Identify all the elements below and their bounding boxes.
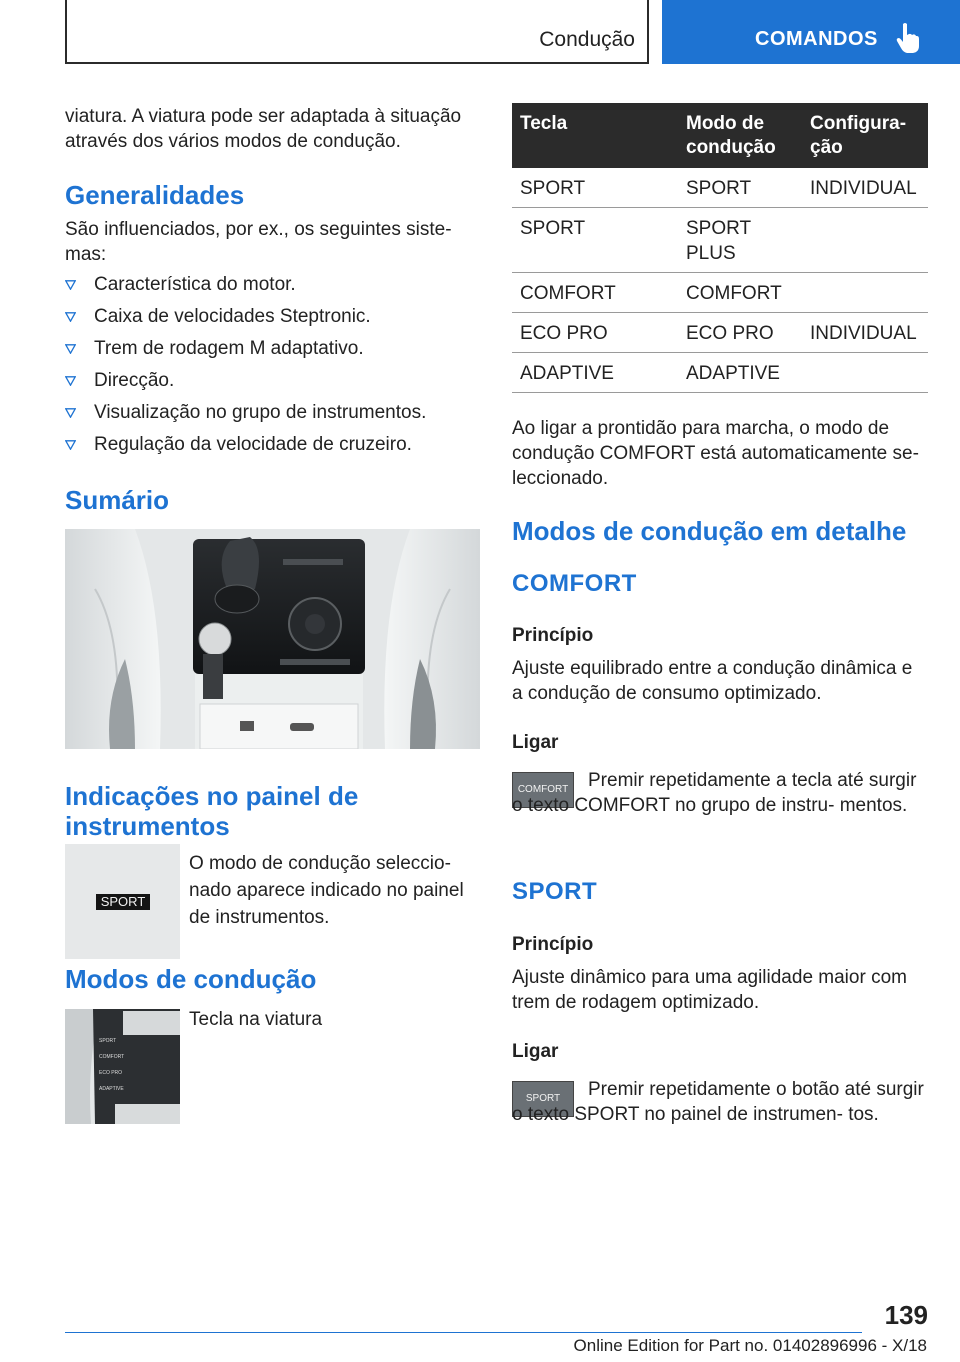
table-cell: COMFORT bbox=[512, 273, 678, 313]
heading-comfort: COMFORT bbox=[512, 570, 637, 597]
systems-list bbox=[65, 272, 475, 464]
sport-display-image bbox=[65, 844, 180, 959]
heading-modos: Modos de condução bbox=[65, 964, 317, 994]
intro-paragraph: viatura. A viatura pode ser adaptada à situação através dos vários modos de condução. bbox=[65, 106, 462, 152]
header-chapter-box bbox=[65, 0, 649, 64]
heading-detail: Modos de condução em detalhe bbox=[512, 516, 907, 546]
mode-keys-image bbox=[65, 1009, 180, 1124]
heading-sumario: Sumário bbox=[65, 485, 170, 515]
comfort-principle-text: Ajuste equilibrado entre a condução dinâmica e a condução de consumo optimizado. bbox=[512, 658, 913, 704]
sport-on-text: Premir repetidamente o botão até surgir o texto SPORT no painel de instrumen‐ tos. bbox=[512, 1079, 924, 1125]
table-cell: SPORT PLUS bbox=[678, 208, 802, 273]
center-console-image bbox=[65, 529, 480, 749]
sport-key-image: SPORT bbox=[512, 1081, 574, 1117]
after-table-paragraph: Ao ligar a prontidão para marcha, o modo de condução COMFORT está automaticamente se‐ leccionado. bbox=[512, 418, 919, 489]
triangle-bullet-icon bbox=[65, 408, 76, 418]
list-item: Característica do motor. bbox=[65, 272, 475, 304]
list-item: Trem de rodagem M adaptativo. bbox=[65, 336, 475, 368]
sport-display-label: SPORT bbox=[96, 894, 150, 910]
triangle-bullet-icon bbox=[65, 440, 76, 450]
heading-sport: SPORT bbox=[512, 878, 598, 905]
table-cell: ECO PRO bbox=[512, 313, 678, 353]
footer-divider bbox=[65, 1332, 862, 1333]
table-row bbox=[512, 273, 928, 313]
chapter-title: Condução bbox=[539, 28, 635, 51]
table-cell: SPORT bbox=[512, 168, 678, 208]
column-header: Configura‐ ção bbox=[802, 103, 928, 168]
table-row bbox=[512, 313, 928, 353]
sport-on-label: Ligar bbox=[512, 1041, 559, 1062]
table-row bbox=[512, 208, 928, 273]
list-item: Caixa de velocidades Steptronic. bbox=[65, 304, 475, 336]
triangle-bullet-icon bbox=[65, 312, 76, 322]
indicacoes-text: O modo de condução seleccio‐ nado aparece indicado no painel de instrumentos. bbox=[189, 853, 464, 928]
hand-pointer-icon bbox=[896, 22, 920, 54]
footer-edition: Online Edition for Part no. 01402896996 - X/18 bbox=[573, 1336, 927, 1355]
table-cell: ADAPTIVE bbox=[512, 353, 678, 393]
triangle-bullet-icon bbox=[65, 280, 76, 290]
triangle-bullet-icon bbox=[65, 344, 76, 354]
comfort-key-image: COMFORT bbox=[512, 772, 574, 808]
generalidades-text: São influenciados, por ex., os seguintes siste‐ mas: bbox=[65, 219, 452, 265]
sport-principle-label: Princípio bbox=[512, 934, 594, 955]
list-item: Visualização no grupo de instrumentos. bbox=[65, 400, 475, 432]
section-title: COMANDOS bbox=[755, 28, 878, 50]
table-cell bbox=[802, 273, 928, 313]
comfort-on-text: Premir repetidamente a tecla até surgir o texto COMFORT no grupo de instru‐ mentos. bbox=[512, 770, 917, 816]
table-cell: INDIVIDUAL bbox=[802, 168, 928, 208]
list-item: Regulação da velocidade de cruzeiro. bbox=[65, 432, 475, 464]
triangle-bullet-icon bbox=[65, 376, 76, 386]
table-cell: ADAPTIVE bbox=[678, 353, 802, 393]
table-cell: SPORT bbox=[678, 168, 802, 208]
header-section-box bbox=[662, 0, 960, 64]
table-cell: ECO PRO bbox=[678, 313, 802, 353]
heading-generalidades: Generalidades bbox=[65, 180, 245, 210]
comfort-on-label: Ligar bbox=[512, 732, 559, 753]
table-cell: SPORT bbox=[512, 208, 678, 273]
modos-text: Tecla na viatura bbox=[189, 1009, 323, 1030]
table-cell: COMFORT bbox=[678, 273, 802, 313]
table-cell bbox=[802, 208, 928, 273]
sport-principle-text: Ajuste dinâmico para uma agilidade maior com trem de rodagem optimizado. bbox=[512, 967, 907, 1013]
table-cell bbox=[802, 353, 928, 393]
list-item: Direcção. bbox=[65, 368, 475, 400]
page-number: 139 bbox=[884, 1300, 928, 1330]
table-cell: INDIVIDUAL bbox=[802, 313, 928, 353]
table-row bbox=[512, 168, 928, 208]
table-header-row bbox=[512, 103, 928, 168]
column-header: Modo de condução bbox=[678, 103, 802, 168]
mode-keys-labels: SPORT COMFORT ECO PRO ADAPTIVE bbox=[99, 1038, 125, 1092]
column-header: Tecla bbox=[512, 103, 678, 168]
table-row bbox=[512, 353, 928, 393]
heading-indicacoes: Indicações no painel de instrumentos bbox=[65, 781, 359, 841]
comfort-principle-label: Princípio bbox=[512, 625, 594, 646]
center-console-illustration bbox=[65, 529, 480, 749]
driving-modes-table bbox=[512, 103, 928, 393]
